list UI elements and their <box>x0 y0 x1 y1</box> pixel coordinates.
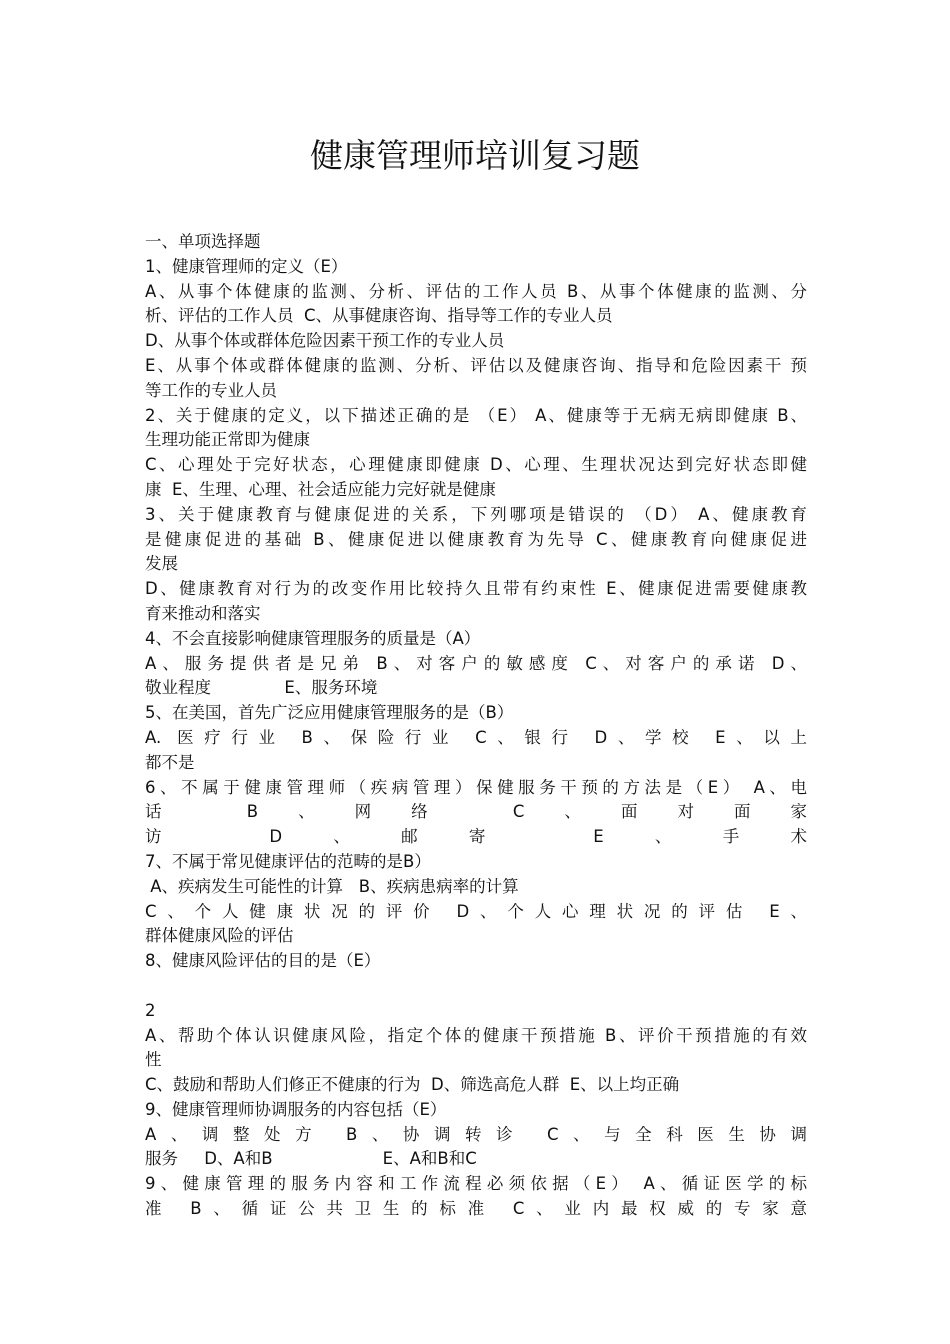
text-line: C、个人健康状况的评价 D、个人心理状况的评估 E、 <box>145 901 807 921</box>
text-line: 发展 <box>145 554 178 574</box>
text-line: 3、关于健康教育与健康促进的关系，下列哪项是错误的 （D） A、健康教育 <box>145 504 807 524</box>
text-line: A、帮助个体认识健康风险，指定个体的健康干预措施 B、评价干预措施的有效 <box>145 1025 807 1045</box>
text-line: E、从事个体或群体健康的监测、分析、评估以及健康咨询、指导和危险因素干 预 <box>145 355 807 375</box>
text-line: 是健康促进的基础 B、健康促进以健康教育为先导 C、健康教育向健康促进 <box>145 529 807 549</box>
text-line: 8、健康风险评估的目的是（E） <box>145 951 381 971</box>
text-line: 敬业程度 E、服务环境 <box>145 678 378 698</box>
text-line: D、从事个体或群体危险因素干预工作的专业人员 <box>145 331 505 351</box>
text-line: 准 B、循证公共卫生的标准 C、业内最权威的专家意 <box>145 1199 807 1219</box>
text-line: 等工作的专业人员 <box>145 380 277 400</box>
text-line: 9、健康管理的服务内容和工作流程必须依据（E） A、循证医学的标 <box>145 1174 807 1194</box>
text-line: D、健康教育对行为的改变作用比较持久且带有约束性 E、健康促进需要健康教 <box>145 579 807 599</box>
text-line: 9、健康管理师协调服务的内容包括（E） <box>145 1099 447 1119</box>
text-line: 5、在美国，首先广泛应用健康管理服务的是（B） <box>145 703 514 723</box>
text-line: 一、单项选择题 <box>145 232 261 251</box>
text-line: A、从事个体健康的监测、分析、评估的工作人员 B、从事个体健康的监测、分 <box>145 281 807 301</box>
text-line: 服务 D、A和B E、A和B和C <box>145 1149 477 1169</box>
text-line: A、调整处方 B、协调转诊 C、与全科医生协调 <box>145 1124 807 1144</box>
document-body <box>145 230 807 1222</box>
text-line: A、疾病发生可能性的计算 B、疾病患病率的计算 <box>145 876 519 896</box>
text-line: 话 B、网络 C、面对面家 <box>145 802 807 822</box>
text-line: 群体健康风险的评估 <box>145 926 294 946</box>
text-line: C、心理处于完好状态，心理健康即健康 D、心理、生理状况达到完好状态即健 <box>145 455 807 475</box>
page-title: 健康管理师培训复习题 <box>310 136 640 175</box>
text-line: 6、不属于健康管理师（疾病管理）保健服务干预的方法是（E） A、电 <box>145 777 807 797</box>
text-line: 育来推动和落实 <box>145 603 261 623</box>
text-line: 2 <box>145 1000 156 1020</box>
text-line: 2、关于健康的定义，以下描述正确的是 （E） A、健康等于无病无病即健康 B、 <box>145 405 807 425</box>
text-line: A、服务提供者是兄弟 B、对客户的敏感度 C、对客户的承诺 D、 <box>145 653 807 673</box>
text-line: 析、评估的工作人员 C、从事健康咨询、指导等工作的专业人员 <box>145 306 613 326</box>
text-line: 都不是 <box>145 752 195 772</box>
text-line: 7、不属于常见健康评估的范畴的是B） <box>145 851 431 871</box>
text-line: 生理功能正常即为健康 <box>145 430 310 450</box>
text-line: 4、不会直接影响健康管理服务的质量是（A） <box>145 628 481 648</box>
text-line: C、鼓励和帮助人们修正不健康的行为 D、筛选高危人群 E、以上均正确 <box>145 1075 680 1095</box>
text-line: 康 E、生理、心理、社会适应能力完好就是健康 <box>145 479 496 499</box>
text-line: 性 <box>145 1050 162 1070</box>
text-line: 1、健康管理师的定义（E） <box>145 256 348 276</box>
text-line: A. 医疗行业 B、保险行业 C、银行 D、学校 E、以上 <box>145 727 807 747</box>
text-line: 访 D、邮寄 E、手术 <box>145 827 807 847</box>
blank-line <box>145 974 807 999</box>
